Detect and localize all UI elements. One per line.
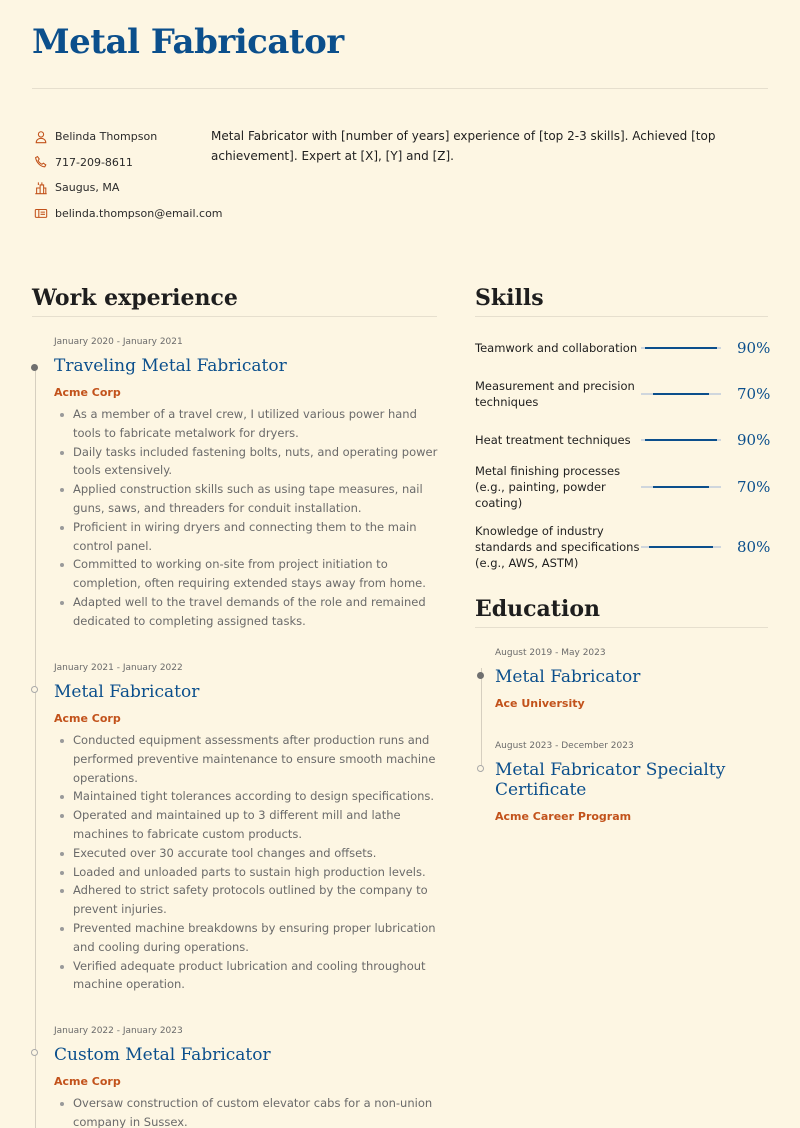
skill-bar	[641, 486, 721, 488]
job-bullet: Oversaw construction of custom elevator cabs for a non-union company in Sussex.	[54, 1094, 438, 1128]
education-timeline-line	[481, 668, 482, 772]
job-bullet: Adapted well to the travel demands of the role and remained dedicated to completing assigned tasks.	[54, 593, 438, 631]
skill-row	[475, 464, 771, 510]
contact-name: Belinda Thompson	[55, 130, 158, 144]
phone-icon	[34, 155, 48, 169]
email-icon	[34, 206, 48, 220]
skill-bar-fill	[645, 439, 717, 441]
skill-name: Knowledge of industry standards and specifications (e.g., AWS, ASTM)	[475, 524, 640, 570]
job-company: Acme Corp	[54, 386, 121, 399]
job-entry	[54, 663, 438, 994]
timeline-dot	[477, 765, 484, 772]
work-experience-divider	[32, 316, 437, 317]
job-dates: January 2020 - January 2021	[54, 337, 183, 347]
skill-percent: 80%	[737, 538, 771, 556]
contact-phone-row	[34, 150, 223, 176]
education-school: Ace University	[495, 697, 585, 710]
skill-bar-fill	[653, 486, 709, 488]
skill-name: Metal finishing processes (e.g., painting, powder coating)	[475, 464, 621, 510]
education-dates: August 2023 - December 2023	[495, 741, 634, 751]
skill-row	[475, 339, 769, 357]
job-title: Metal Fabricator	[54, 682, 200, 702]
skill-percent: 70%	[737, 478, 771, 496]
contact-email[interactable]: belinda.thompson@email.com	[55, 206, 223, 220]
skills-divider	[475, 316, 768, 317]
contact-phone[interactable]: 717-209-8611	[55, 155, 133, 169]
job-bullet: Loaded and unloaded parts to sustain high production levels.	[54, 863, 438, 882]
contact-location: Saugus, MA	[55, 181, 120, 195]
timeline-dot	[31, 686, 38, 693]
education-degree: Metal Fabricator Specialty Certificate	[495, 760, 726, 800]
education-degree: Metal Fabricator	[495, 667, 641, 687]
skills-heading: Skills	[475, 285, 544, 311]
job-company: Acme Corp	[54, 1075, 121, 1088]
job-bullet: Maintained tight tolerances according to design specifications.	[54, 787, 438, 806]
job-bullet: Daily tasks included fastening bolts, nuts, and operating power tools extensively.	[54, 443, 438, 481]
skill-bar-fill	[653, 393, 709, 395]
skill-name: Heat treatment techniques	[475, 433, 631, 447]
job-bullets	[54, 1094, 438, 1128]
timeline-dot	[477, 672, 484, 679]
skill-bar-fill	[649, 546, 713, 548]
skill-name: Teamwork and collaboration	[475, 341, 638, 355]
location-icon	[34, 181, 48, 195]
skill-bar	[641, 393, 721, 395]
work-timeline-line	[35, 368, 36, 1128]
job-dates: January 2021 - January 2022	[54, 663, 183, 673]
resume-title: Metal Fabricator	[32, 22, 344, 62]
skill-row	[475, 431, 769, 449]
job-title: Custom Metal Fabricator	[54, 1045, 271, 1065]
skill-bar	[641, 347, 721, 349]
work-experience-heading: Work experience	[32, 285, 238, 311]
education-dates: August 2019 - May 2023	[495, 648, 606, 658]
job-entry	[54, 337, 438, 631]
job-entry	[54, 1026, 438, 1128]
skill-bar-fill	[645, 347, 717, 349]
header-divider	[32, 88, 768, 89]
contact-email-row	[34, 201, 223, 227]
contact-name-row	[34, 124, 223, 150]
timeline-dot	[31, 364, 38, 371]
contact-list	[34, 124, 223, 226]
education-divider	[475, 627, 768, 628]
job-bullets	[54, 731, 438, 994]
job-bullet: Adhered to strict safety protocols outlined by the company to prevent injuries.	[54, 881, 438, 919]
skill-percent: 90%	[737, 431, 771, 449]
contact-location-row	[34, 175, 223, 201]
education-heading: Education	[475, 596, 600, 622]
job-bullets	[54, 405, 438, 631]
job-title: Traveling Metal Fabricator	[54, 356, 287, 376]
job-bullet: Verified adequate product lubrication and cooling throughout machine operation.	[54, 957, 438, 995]
job-bullet: Committed to working on-site from project initiation to completion, often requiring extended stays away from home.	[54, 555, 438, 593]
job-bullet: Proficient in wiring dryers and connecting them to the main control panel.	[54, 518, 438, 556]
skill-row	[475, 522, 769, 572]
job-bullet: Executed over 30 accurate tool changes and offsets.	[54, 844, 438, 863]
job-bullet: Prevented machine breakdowns by ensuring proper lubrication and cooling during operations.	[54, 919, 438, 957]
skill-row	[475, 377, 769, 411]
job-bullet: As a member of a travel crew, I utilized various power hand tools to fabricate metalwork for dryers.	[54, 405, 438, 443]
skill-percent: 90%	[737, 339, 771, 357]
timeline-dot	[31, 1049, 38, 1056]
education-school: Acme Career Program	[495, 810, 632, 823]
job-bullet: Conducted equipment assessments after production runs and performed preventive maintenance to ensure smooth machine operations.	[54, 731, 438, 787]
job-bullet: Applied construction skills such as using tape measures, nail guns, saws, and threaders for conduit installation.	[54, 480, 438, 518]
skill-bar	[641, 439, 721, 441]
skill-bar	[641, 546, 721, 548]
skill-percent: 70%	[737, 385, 771, 403]
job-company: Acme Corp	[54, 712, 121, 725]
skill-name: Measurement and precision techniques	[475, 379, 635, 409]
education-entry	[495, 648, 765, 716]
person-icon	[34, 130, 48, 144]
job-dates: January 2022 - January 2023	[54, 1026, 183, 1036]
profile-summary: Metal Fabricator with [number of years] experience of [top 2-3 skills]. Achieved [top achievement]. Expert at [X], [Y] and [Z].	[211, 129, 716, 163]
education-entry	[495, 741, 765, 829]
job-bullet: Operated and maintained up to 3 different mill and lathe machines to fabricate custom products.	[54, 806, 438, 844]
